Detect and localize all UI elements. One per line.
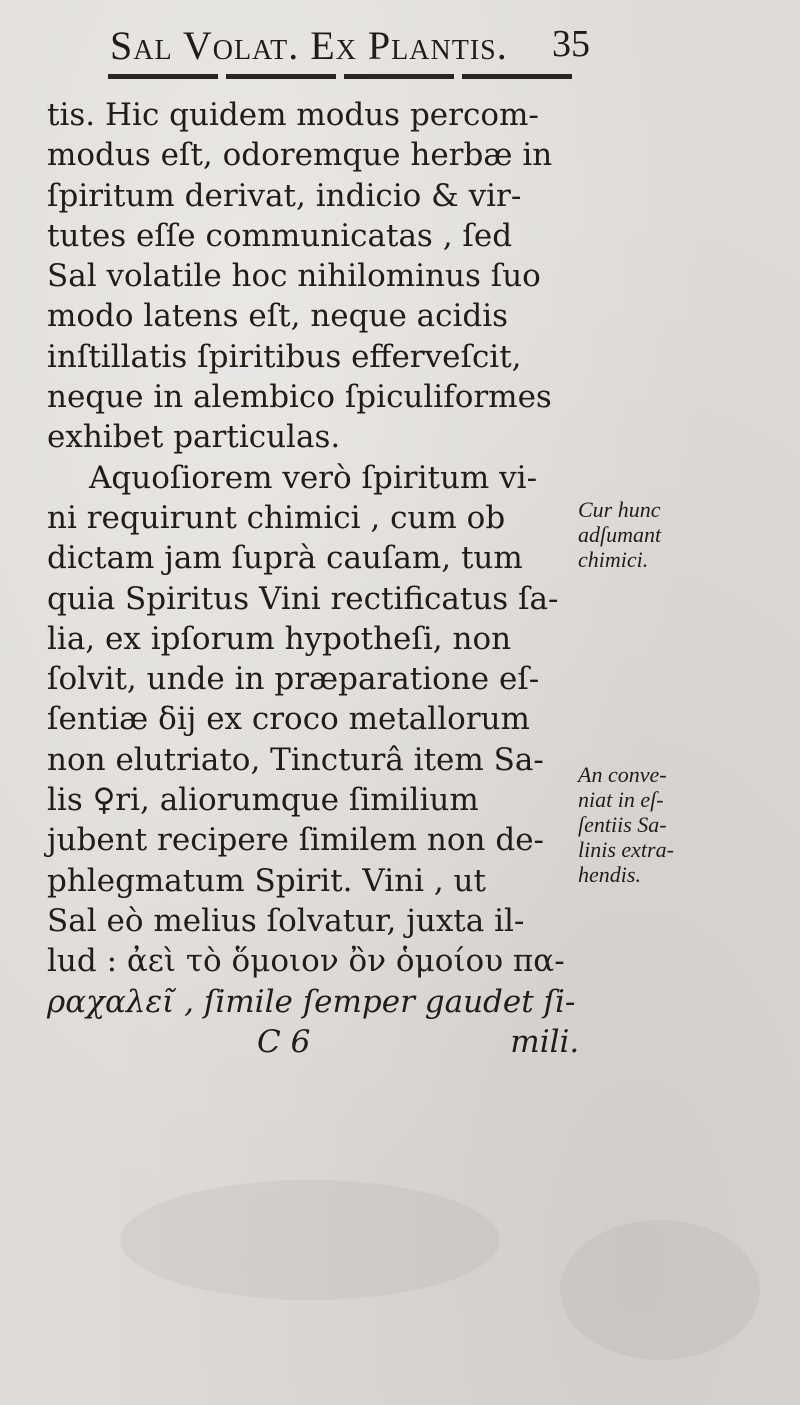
catchword: mili. xyxy=(510,1023,580,1060)
header-rule xyxy=(108,74,572,79)
margin-note-line: ſentiis Sa- xyxy=(578,812,667,837)
text-line: ſentiæ δij ex croco metallorum xyxy=(47,701,530,738)
margin-note-line: niat in eſ- xyxy=(578,787,664,812)
margin-note xyxy=(578,497,728,572)
text-line: tis. Hic quidem modus percom- xyxy=(47,97,539,133)
body-text xyxy=(47,95,580,1062)
paper-stain xyxy=(120,1180,500,1300)
text-line: ni requirunt chimici , cum ob xyxy=(47,499,506,536)
text-line: jubent recipere ſimilem non de- xyxy=(47,822,545,859)
text-line: modo latens eſt, neque acidis xyxy=(47,298,509,335)
text-line: ſpiritum derivat, indicio & vir- xyxy=(47,177,522,214)
page-header xyxy=(110,22,590,72)
text-line: neque in alembico ſpiculiformes xyxy=(47,379,552,416)
margin-note-line: hendis. xyxy=(578,862,641,887)
margin-note-line: Cur hunc xyxy=(578,497,661,522)
text-line: inſtillatis ſpiritibus efferveſcit, xyxy=(47,338,522,375)
paragraph-start-line: Aquoſiorem verò ſpiritum vi- xyxy=(89,459,538,496)
signature-line xyxy=(47,1022,580,1062)
text-line: Sal volatile hoc nihilominus ſuo xyxy=(47,258,541,295)
signature-mark: C 6 xyxy=(257,1023,311,1060)
text-line: non elutriato, Tincturâ item Sa- xyxy=(47,741,544,778)
margin-note-line: adſumant xyxy=(578,522,662,547)
greek-quote-line: ραχαλεῖ , ſimile ſemper gaudet ſi- xyxy=(47,983,576,1020)
margin-note xyxy=(578,762,728,887)
text-line: tutes eſſe communicatas , ſed xyxy=(47,217,513,254)
margin-note-line: chimici. xyxy=(578,547,649,572)
paper-stain xyxy=(560,1220,760,1360)
text-line: Sal eò melius ſolvatur, juxta il- xyxy=(47,902,525,939)
margin-note-line: linis extra- xyxy=(578,837,674,862)
text-line: phlegmatum Spirit. Vini , ut xyxy=(47,862,486,899)
text-line: exhibet particulas. xyxy=(47,419,341,456)
greek-quote-line: lud : ἀεὶ τὸ ὅμοιον ὂν ὁμοίου πα- xyxy=(47,943,565,980)
running-title: Sal Volat. Ex Plantis. xyxy=(110,23,508,68)
text-line: dictam jam ſuprà cauſam, tum xyxy=(47,540,523,577)
text-line: modus eſt, odoremque herbæ in xyxy=(47,137,553,174)
margin-note-line: An conve- xyxy=(578,762,667,787)
page-number: 35 xyxy=(552,23,590,65)
text-line: quia Spiritus Vini rectificatus ſa- xyxy=(47,580,559,617)
text-line: ſolvit, unde in præparatione eſ- xyxy=(47,661,540,698)
text-line: lia, ex ipſorum hypotheſi, non xyxy=(47,620,512,657)
text-line: lis ♀ri, aliorumque ſimilium xyxy=(47,782,479,819)
